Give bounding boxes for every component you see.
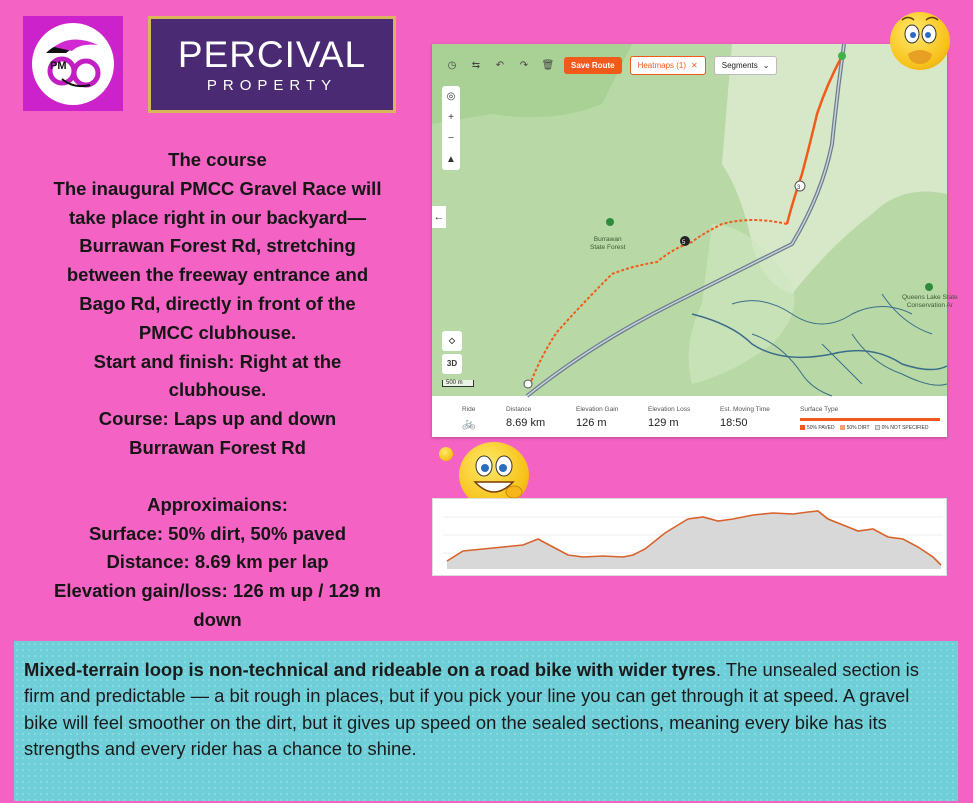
route-map[interactable] [432, 44, 958, 396]
surface-legend-item: 50% PAVED [800, 425, 835, 431]
approximations-heading: Approximaions: [147, 493, 288, 515]
layers-icon[interactable]: ◇ [442, 331, 462, 351]
swap-icon[interactable]: ⇆ [471, 60, 481, 71]
course-line: Bago Rd, directly in front of the [79, 292, 356, 314]
approximation-line: Surface: 50% dirt, 50% paved [88, 522, 347, 544]
3d-toggle-button[interactable]: 3D [442, 354, 462, 374]
route-map-card [432, 44, 958, 437]
segments-dropdown[interactable] [714, 56, 778, 75]
route-stats [432, 400, 947, 437]
elevation-profile [432, 498, 947, 576]
course-line: Course: Laps up and down [98, 408, 337, 430]
course-line: take place right in our backyard— [68, 206, 367, 228]
pmcc-logo-mark [32, 23, 114, 105]
course-line: Start and finish: Right at the [93, 350, 342, 372]
heatmaps-button[interactable] [630, 56, 706, 75]
stat-distance: Distance 8.69 km [506, 406, 546, 429]
course-description [10, 146, 425, 635]
bottom-description-panel [14, 641, 958, 801]
shocked-face-emoji-icon [890, 12, 950, 70]
waypoint-1-marker: 3 [797, 185, 801, 191]
surface-legend-item: 0% NOT SPECIFIED [875, 425, 929, 431]
stat-elevation-gain: Elevation Gain 126 m [576, 406, 619, 429]
approximation-line: Elevation gain/loss: 126 m up / 129 m [54, 580, 381, 602]
map-layer-controls [442, 331, 462, 374]
pmcc-logo [23, 16, 123, 111]
map-toolbar [444, 56, 777, 75]
waypoint-2-marker: 5 [682, 240, 686, 246]
bottom-bold-intro: Mixed-terrain loop is non-technical and rideable on a road bike with wider tyres [24, 659, 716, 680]
course-line: The inaugural PMCC Gravel Race will [53, 177, 382, 199]
percival-logo-sub: PROPERTY [206, 77, 338, 94]
small-emoji-icon [439, 447, 453, 461]
approximation-line: down [193, 608, 242, 630]
chevron-down-icon: ⌄ [762, 61, 770, 70]
stat-elevation-loss: Elevation Loss 129 m [648, 406, 691, 429]
stat-moving-time: Est. Moving Time 18:50 [720, 406, 770, 429]
zoom-in-button[interactable]: + [448, 112, 454, 123]
scale-bar: 500 m [442, 380, 474, 387]
course-heading: The course [168, 149, 267, 170]
trash-icon[interactable]: 🗑 [541, 60, 555, 71]
elevation-profile-chart [433, 499, 948, 577]
forest-label: Burrawan State Forest [590, 236, 626, 251]
approximation-line: Distance: 8.69 km per lap [106, 551, 329, 573]
compass-icon[interactable]: ▲ [446, 154, 456, 165]
close-icon[interactable]: ✕ [691, 61, 698, 70]
collapse-panel-button[interactable]: ← [432, 206, 446, 228]
redo-icon[interactable]: ↷ [519, 60, 529, 71]
locate-icon[interactable]: ◎ [446, 91, 456, 102]
course-line: Burrawan Forest Rd, stretching [79, 235, 356, 257]
percival-logo-main: PERCIVAL [177, 34, 367, 75]
course-line: clubhouse. [168, 379, 267, 401]
map-zoom-controls [442, 86, 460, 170]
pmcc-logo-text: PM [50, 59, 67, 72]
stat-surface-type: Surface Type 50% PAVED 50% DIRT 0% NOT SPECIFIED [800, 406, 944, 437]
surface-legend [800, 425, 944, 431]
course-line: Burrawan Forest Rd [129, 436, 306, 458]
surface-legend-item: 50% DIRT [840, 425, 870, 431]
course-line: between the freeway entrance and [66, 264, 369, 286]
heatmaps-label: Heatmaps (1) [637, 61, 687, 70]
lake-label: Queens Lake State Conservation Ar [902, 294, 958, 309]
course-line: PMCC clubhouse. [138, 321, 297, 343]
bottom-body-text: . The unsealed section is firm and predictable — a bit rough in places, but if you pick your line you can get through it at speed. A gravel bike will feel smoother on the dirt, but it gives up speed on the sealed sections, meaning every bike has its strengths and every rider has a chance to shine. [24, 659, 919, 759]
percival-property-logo [148, 16, 396, 113]
stat-ride: Ride 🚲 [462, 406, 506, 437]
surface-bar [800, 418, 940, 421]
bike-icon: 🚲 [462, 418, 476, 430]
zoom-out-button[interactable]: − [448, 133, 454, 144]
undo-icon[interactable]: ↶ [495, 60, 505, 71]
clock-icon[interactable]: ◷ [447, 60, 457, 71]
save-route-button[interactable]: Save Route [564, 57, 622, 74]
segments-label: Segments [721, 61, 758, 70]
elevation-area [447, 511, 941, 569]
